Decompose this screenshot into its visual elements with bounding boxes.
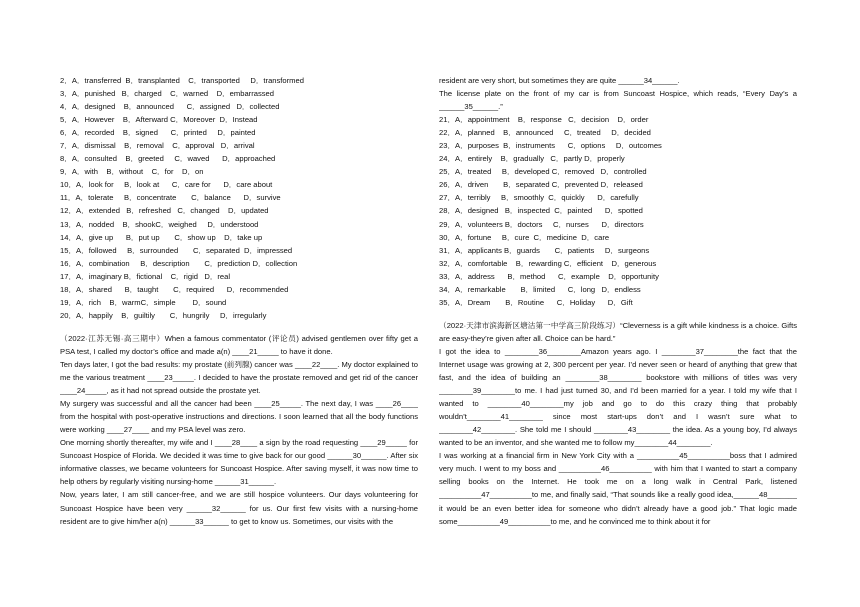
left-passage: [60, 332, 418, 528]
option-line: 35．A．Dream B．Routine C．Holiday D．Gift: [439, 297, 633, 307]
option-line: 33．A．address B．method C．example D．opportunity: [439, 271, 659, 281]
option-line: 29．A．volunteers B．doctors C．nurses D．directors: [439, 219, 644, 229]
option-line: 16．A．combination B．description C．prediction D．collection: [60, 258, 298, 268]
option-line: 34．A．remarkable B．limited C．long D．endless: [439, 284, 641, 294]
option-line: 26．A．driven B．separated C．prevented D．released: [439, 180, 643, 190]
option-line: 23．A．purposes B．instruments C．options D．outcomes: [439, 141, 662, 151]
option-line: 15．A．followed B．surrounded C．separated D．impressed: [60, 245, 293, 255]
option-line: 20．A．happily B．guiltily C．hungrily D．irregularly: [60, 310, 267, 320]
passage-paragraph: I was working at a financial firm in New York City with a __________45__________boss that I admired very much. I went to my boss and __________46__________ with him that I wanted to start a company selling books on the Internet. He took me on a long walk in Central Park, listened __________47__________to me, and finally said, “That sounds like a really good idea,______48_______ it would be an even better idea for someone who didn’t already have a good job.” That logic made some__________49__________to me, and he convinced me to think about it for: [439, 451, 797, 526]
right-intro: [439, 74, 797, 113]
option-line: 24．A．entirely B．gradually C．partly D．properly: [439, 154, 625, 164]
option-line: 22．A．planned B．announced C．treated D．decided: [439, 128, 651, 138]
option-line: 6．A．recorded B．signed C．printed D．painted: [60, 128, 256, 138]
left-options-list: [60, 74, 418, 322]
option-line: 4．A．designed B．announced C．assigned D．collected: [60, 102, 280, 112]
option-line: 21．A．appointment B．response C．decision D．order: [439, 115, 649, 125]
passage-paragraph: The license plate on the front of my car is from Suncoast Hospice, which reads, “Every Day’s a ______35______.”: [439, 89, 797, 112]
option-line: 13．A．nodded B．shookC．weighed D．understood: [60, 219, 259, 229]
option-line: 25．A．treated B．developed C．removed D．controlled: [439, 167, 647, 177]
option-line: 19．A．rich B．warmC．simple D．sound: [60, 297, 227, 307]
option-line: 9．A．with B．without C．for D．on: [60, 167, 204, 177]
option-line: 18．A．shared B．taught C．required D．recommended: [60, 284, 289, 294]
option-line: 27．A．terribly B．smoothly C．quickly D．carefully: [439, 193, 639, 203]
passage-paragraph: Now, years later, I am still cancer-free, and we are still hospice volunteers. Our days volunteering for Suncoast Hospice have been very ______32______ for us. Our first few visits with a nursing-home resident are to give him/her a(n) ______33______ to get to know us. Sometimes, our visits with the: [60, 490, 418, 526]
passage-paragraph: My surgery was successful and all the cancer had been ____25_____. The next day, I was ____26____ from the hospital with post-operative instructions and directions. I soon learned that all the body functions were working ____27____ and my PSA level was zero.: [60, 399, 418, 435]
passage-paragraph: （2022·天津市滨海新区塘沽第一中学高三阶段练习）“Cleverness is a gift while kindness is a choice. Gifts are easy-they’re given after all. Choice can be hard.”: [439, 320, 797, 343]
passage-paragraph: Ten days later, I got the bad results: my prostate (前列腺) cancer was ____22____. My doctor explained to me the various treatment ____23_____. I decided to have the prostate removed and get rid of the cancer ____24_____, as it had not spread outside the prostate yet.: [60, 359, 418, 396]
right-passage: [439, 319, 797, 528]
option-line: 12．A．extended B．refreshed C．changed D．updated: [60, 206, 269, 216]
option-line: 7．A．dismissal B．removal C．approval D．arrival: [60, 141, 255, 151]
option-line: 10．A．look for B．look at C．care for D．care about: [60, 180, 273, 190]
option-line: 14．A．give up B．put up C．show up D．take up: [60, 232, 263, 242]
option-line: 30．A．fortune B．cure C．medicine D．care: [439, 232, 610, 242]
passage-paragraph: I got the idea to ________36________Amazon years ago. I ________37________the fact that the Internet usage was growing at 2, 300 percent per year. I’d never seen or heard of anything that grew that fast, and the idea of building an ________38________ bookstore with millions of titles was very ________39________to me. I had just turned 30, and I’d been married for a year. I told my wife that I wanted to ________40________my job and go to do this crazy thing that probably wouldn’t________41________ since most start-ups don’t and I wasn’t sure what to ________42________. She told me I should ________43________ the idea. As a young boy, I’d always wanted to be an inventor, and she wanted me to follow my________44________.: [439, 346, 797, 448]
option-line: 28．A．designed B．inspected C．painted D．spotted: [439, 206, 643, 216]
passage-paragraph: （2022·江苏无锡·高三期中）When a famous commentator (评论员) advised gentlemen over fifty get a PSA test, I called my doctor’s office and made a(n) ____21_____ to have it done.: [60, 333, 418, 356]
option-line: 17．A．imaginary B．fictional C．rigid D．real: [60, 271, 231, 281]
left-column: [60, 74, 418, 528]
passage-paragraph: resident are very short, but sometimes they are quite ______34______.: [439, 76, 680, 85]
right-options-list: [439, 113, 797, 309]
section-gap: [60, 322, 418, 328]
passage-paragraph: One morning shortly thereafter, my wife and I ____28____ a sign by the road requesting ____29_____ for Suncoast Hospice of Florida. We decided it was time to give back for our good ______30______. After six informative classes, we became volunteers for Suncoast Hospice. After saving myself, it was now time to help others by regularly visiting nursing-home ______31______.: [60, 438, 418, 487]
option-line: 11．A．tolerate B．concentrate C．balance D．survive: [60, 193, 281, 203]
option-line: 3．A．punished B．charged C．warned D．embarrassed: [60, 89, 274, 99]
option-line: 32．A．comfortable B．rewarding C．efficient D．generous: [439, 258, 657, 268]
option-line: 5．A．However B．Afterward C．Moreover D．Instead: [60, 115, 258, 125]
option-line: 31．A．applicants B．guards C．patients D．surgeons: [439, 245, 650, 255]
section-gap: [439, 309, 797, 315]
right-column: [439, 74, 797, 528]
option-line: 2．A．transferred B．transplanted C．transported D．transformed: [60, 76, 304, 85]
option-line: 8．A．consulted B．greeted C．waved D．approached: [60, 154, 276, 164]
